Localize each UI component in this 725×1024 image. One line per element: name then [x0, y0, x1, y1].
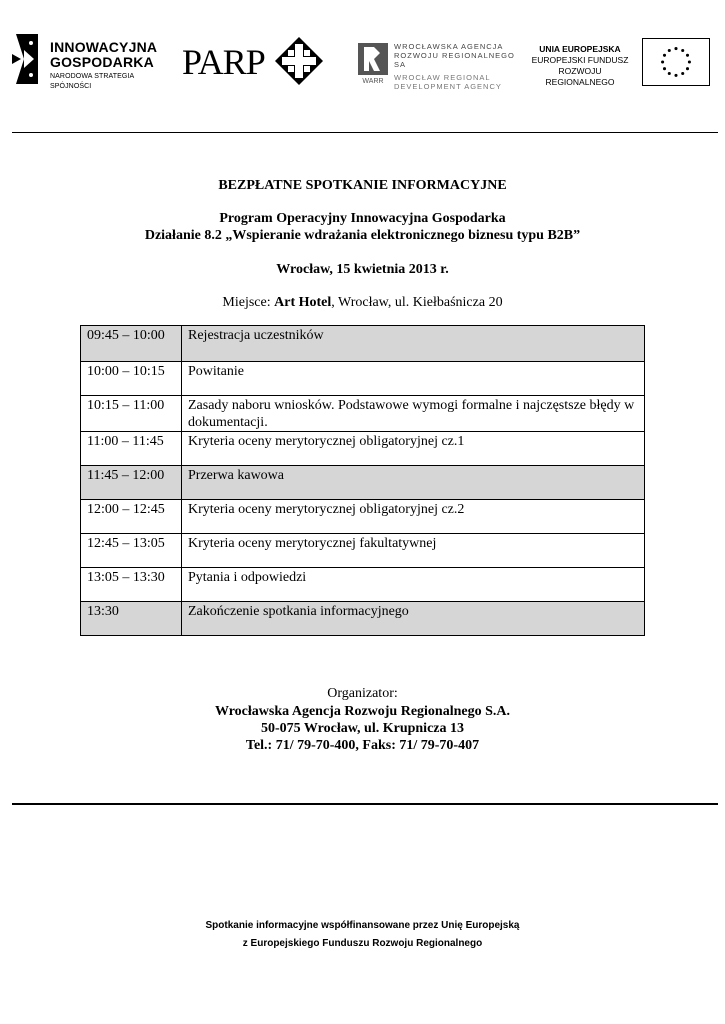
agenda-time: 10:15 – 11:00	[81, 396, 182, 432]
eu-line2: EUROPEJSKI FUNDUSZ	[531, 55, 629, 65]
organizer-contact: Tel.: 71/ 79-70-400, Faks: 71/ 79-70-407	[245, 738, 480, 753]
agenda-row	[81, 396, 645, 432]
agenda-row	[81, 500, 645, 534]
agenda-item: Kryteria oceny merytorycznej obligatoryjnej cz.1	[182, 432, 645, 466]
agenda-row	[81, 534, 645, 568]
warr-line2: ROZWOJU REGIONALNEGO SA	[394, 51, 515, 69]
eu-flag-icon	[642, 38, 710, 86]
agenda-item: Pytania i odpowiedzi	[182, 568, 645, 602]
agenda-row	[81, 568, 645, 602]
agenda-time: 12:45 – 13:05	[81, 534, 182, 568]
agenda-time: 10:00 – 10:15	[81, 362, 182, 396]
agenda-item: Zakończenie spotkania informacyjnego	[182, 602, 645, 636]
warr-line3: WROCŁAW REGIONAL	[394, 73, 491, 82]
innowacyjna-gospodarka-wordmark	[50, 40, 172, 92]
place-venue: Art Hotel	[274, 295, 332, 310]
organizer-address: 50-075 Wrocław, ul. Krupnicza 13	[260, 721, 464, 736]
ig-line1: INNOWACYJNA	[50, 39, 158, 55]
action-name: Działanie 8.2 „Wspieranie wdrażania elektronicznego biznesu typu B2B”	[144, 228, 581, 243]
place-address: , Wrocław, ul. Kiełbaśnicza 20	[331, 295, 503, 310]
organizer-label: Organizator:	[327, 686, 398, 701]
agenda-row	[81, 362, 645, 396]
agenda-time: 13:05 – 13:30	[81, 568, 182, 602]
agenda-time: 09:45 – 10:00	[81, 326, 182, 362]
agenda-item: Rejestracja uczestników	[182, 326, 645, 362]
eu-line3: ROZWOJU REGIONALNEGO	[545, 66, 615, 87]
logo-strip	[12, 30, 715, 92]
ig-line3: NARODOWA STRATEGIA SPÓJNOŚCI	[50, 73, 134, 90]
innowacyjna-gospodarka-icon	[12, 34, 42, 84]
agenda-item: Kryteria oceny merytorycznej obligatoryjnej cz.2	[182, 500, 645, 534]
eu-logo	[530, 30, 715, 92]
agenda-time: 11:45 – 12:00	[81, 466, 182, 500]
agenda-time: 11:00 – 11:45	[81, 432, 182, 466]
parp-arrows-icon	[274, 36, 324, 86]
organizer-name: Wrocławska Agencja Rozwoju Regionalnego S.A.	[214, 704, 511, 719]
agenda-table	[80, 325, 645, 636]
warr-line4: DEVELOPMENT AGENCY	[394, 82, 502, 91]
bottom-divider	[12, 803, 718, 805]
eu-text	[530, 44, 630, 88]
parp-logo	[182, 30, 327, 92]
document-heading: BEZPŁATNE SPOTKANIE INFORMACYJNE	[218, 178, 507, 193]
place-label: Miejsce:	[222, 295, 275, 310]
warr-line1: WROCŁAWSKA AGENCJA	[394, 42, 504, 51]
event-place	[0, 294, 725, 311]
warr-logo	[358, 30, 528, 92]
agenda-row	[81, 326, 645, 362]
parp-wordmark: PARP	[182, 42, 265, 82]
agenda-item: Powitanie	[182, 362, 645, 396]
agenda-item: Przerwa kawowa	[182, 466, 645, 500]
footer-line1: Spotkanie informacyjne współfinansowane przez Unię Europejską	[205, 920, 520, 931]
eu-line1: UNIA EUROPEJSKA	[539, 44, 621, 54]
event-date: Wrocław, 15 kwietnia 2013 r.	[276, 262, 449, 277]
warr-icon-label: WARR	[362, 78, 384, 85]
ig-line2: GOSPODARKA	[50, 54, 154, 70]
agenda-row	[81, 466, 645, 500]
agenda-time: 12:00 – 12:45	[81, 500, 182, 534]
agenda-item: Zasady naboru wniosków. Podstawowe wymogi formalne i najczęstsze błędy w dokumentacji.	[182, 396, 645, 432]
warr-wordmark	[394, 42, 528, 91]
warr-icon	[358, 43, 388, 85]
footer-line2: z Europejskiego Funduszu Rozwoju Regionalnego	[242, 938, 483, 949]
agenda-row	[81, 432, 645, 466]
agenda-item: Kryteria oceny merytorycznej fakultatywnej	[182, 534, 645, 568]
innowacyjna-gospodarka-logo	[12, 30, 172, 92]
program-name: Program Operacyjny Innowacyjna Gospodarka	[219, 211, 506, 226]
agenda-row	[81, 602, 645, 636]
agenda-time: 13:30	[81, 602, 182, 636]
top-divider	[12, 132, 718, 133]
